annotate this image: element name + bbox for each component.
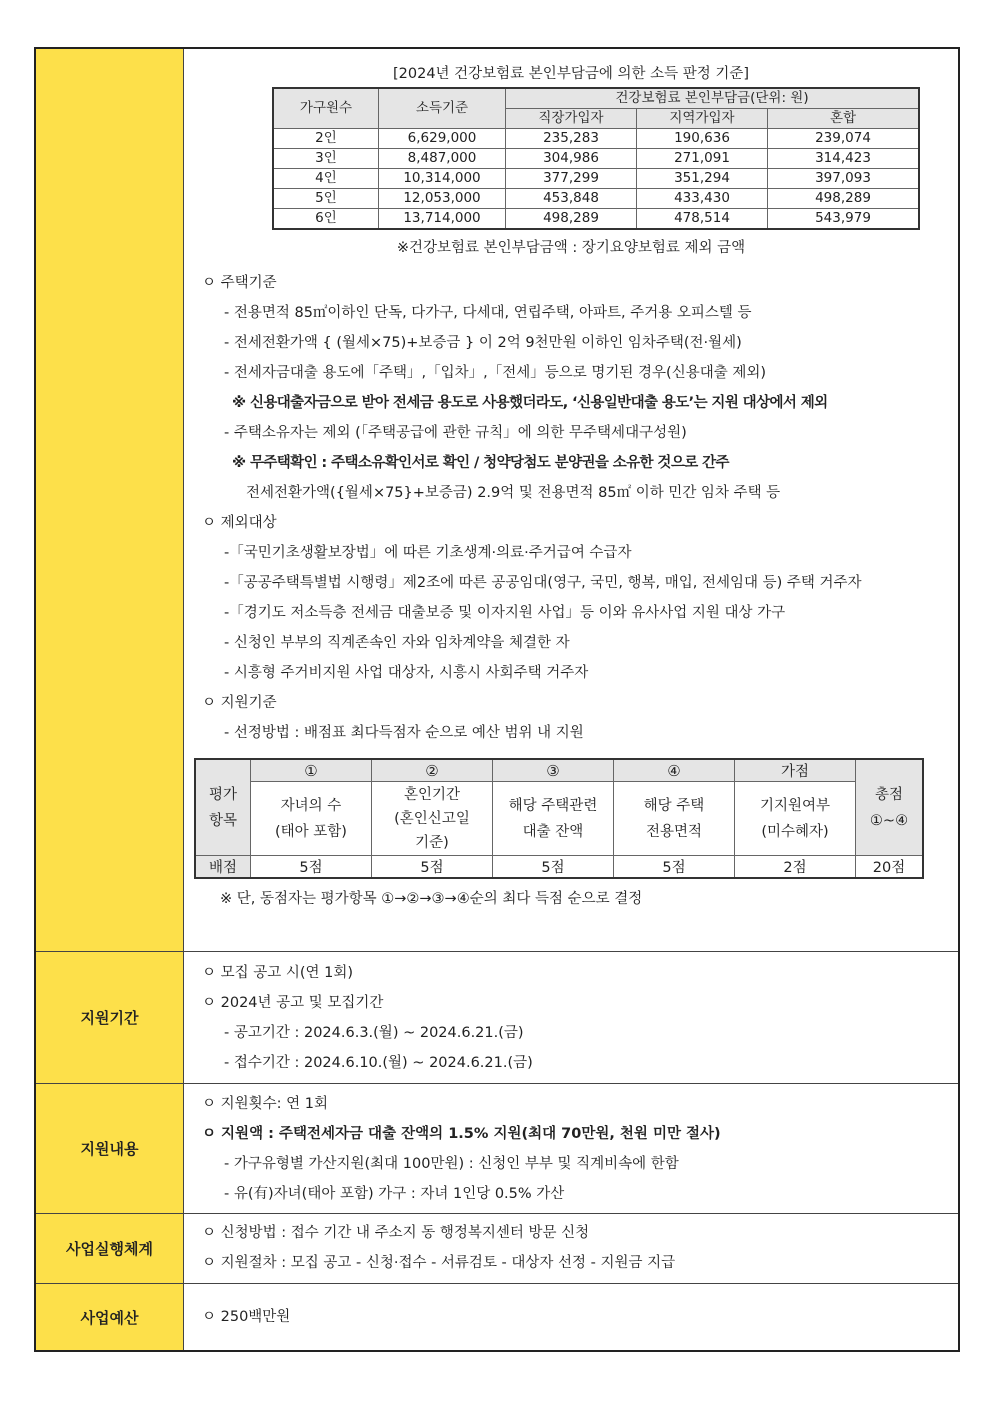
text-line: ㅇ 지원액 : 주택전세자금 대출 잔액의 1.5% 지원(최대 70만원, 천원 미만 절사): [202, 1126, 721, 1142]
cell-income: 6,629,000: [379, 129, 506, 149]
text-line: - 가구유형별 가산지원(최대 100만원) : 신청인 부부 및 직계비속에 한함: [224, 1156, 679, 1172]
cell-employee: 498,289: [506, 209, 637, 230]
income-table-row: [273, 149, 919, 169]
score-value: 5점: [251, 856, 372, 879]
score-item-prior-support: 기지원여부 (미수혜자): [735, 782, 856, 856]
text-line: ㅇ 지원절차 : 모집 공고 - 신청·접수 - 서류검토 - 대상자 선정 - 지원금 지급: [202, 1255, 676, 1271]
text-line: - 공고기간 : 2024.6.3.(월) ~ 2024.6.21.(금): [224, 1025, 524, 1041]
score-category-label: 평가 항목: [195, 759, 251, 856]
score-table: [194, 758, 924, 879]
text-line: ㅇ 신청방법 : 접수 기간 내 주소지 동 행정복지센터 방문 신청: [202, 1225, 590, 1241]
cell-income: 13,714,000: [379, 209, 506, 230]
text-line: -「공공주택특별법 시행령」제2조에 따른 공공임대(영구, 국민, 행복, 매입, 전세임대 등) 주택 거주자: [224, 575, 862, 591]
cell-mixed: 397,093: [768, 169, 920, 189]
cell-household: 6인: [273, 209, 379, 230]
text-line: - 신청인 부부의 직계존속인 자와 임차계약을 체결한 자: [224, 635, 570, 651]
cell-income: 8,487,000: [379, 149, 506, 169]
text-line: - 전용면적 85㎡이하인 단독, 다가구, 다세대, 연립주택, 아파트, 주거용 오피스텔 등: [224, 305, 752, 321]
text-line: ㅇ 모집 공고 시(연 1회): [202, 965, 354, 981]
section-label-empty: [36, 49, 184, 951]
section-label-budget: 사업예산: [36, 1284, 184, 1350]
cell-household: 2인: [273, 129, 379, 149]
score-bonus-label: 가점: [735, 759, 856, 782]
document-frame: [34, 47, 960, 1352]
text-line: - 전세자금대출 용도에「주택」,「입차」,「전세」등으로 명기된 경우(신용대출 제외): [224, 365, 767, 381]
cell-regional: 271,091: [637, 149, 768, 169]
cell-household: 3인: [273, 149, 379, 169]
income-table-row: [273, 189, 919, 209]
section-budget-content: [184, 1284, 958, 1350]
cell-employee: 377,299: [506, 169, 637, 189]
col-income: 소득기준: [379, 88, 506, 129]
cell-regional: 190,636: [637, 129, 768, 149]
score-value: 5점: [372, 856, 493, 879]
col-regional: 지역가입자: [637, 109, 768, 129]
cell-mixed: 239,074: [768, 129, 920, 149]
section-label-system: 사업실행체계: [36, 1214, 184, 1283]
text-line: - 접수기간 : 2024.6.10.(월) ~ 2024.6.21.(금): [224, 1055, 533, 1071]
score-num-4: ④: [614, 759, 735, 782]
text-line: ㅇ 지원횟수: 연 1회: [202, 1096, 328, 1112]
section-period: [36, 952, 958, 1084]
cell-household: 5인: [273, 189, 379, 209]
text-line: -「경기도 저소득층 전세금 대출보증 및 이자지원 사업」등 이와 유사사업 지원 대상 가구: [224, 605, 786, 621]
section-system-content: [184, 1214, 958, 1283]
text-line: 전세전환가액({월세×75}+보증금) 2.9억 및 전용면적 85㎡ 이하 민간 임차 주택 등: [246, 485, 781, 501]
cell-employee: 235,283: [506, 129, 637, 149]
text-line: -「국민기초생활보장법」에 따른 기초생계·의료·주거급여 수급자: [224, 545, 632, 561]
text-line: - 유(有)자녀(태아 포함) 가구 : 자녀 1인당 0.5% 가산: [224, 1186, 565, 1202]
text-line: ㅇ 250백만원: [202, 1309, 291, 1325]
text-line: - 전세전환가액 { (월세×75)+보증금 } 이 2억 9천만원 이하인 임차주택(전·월세): [224, 335, 742, 351]
cell-employee: 304,986: [506, 149, 637, 169]
cell-mixed: 314,423: [768, 149, 920, 169]
col-premium-group: 건강보험료 본인부담금(단위: 원): [506, 88, 920, 109]
section-support-content: [184, 1084, 958, 1213]
score-total-range: ①~④: [869, 812, 909, 829]
text-line: ㅇ 2024년 공고 및 모집기간: [202, 995, 384, 1011]
tie-note: ※ 단, 동점자는 평가항목 ①→②→③→④순의 최다 득점 순으로 결정: [220, 891, 643, 907]
score-value-total: 20점: [856, 856, 924, 879]
score-item-marriage: 혼인기간 (혼인신고일 기준): [372, 782, 493, 856]
score-num-3: ③: [493, 759, 614, 782]
cell-mixed: 498,289: [768, 189, 920, 209]
text-line: ㅇ 제외대상: [202, 515, 277, 531]
income-table: [272, 87, 920, 230]
score-total-header: [856, 759, 924, 856]
section-criteria-content: [184, 49, 958, 951]
score-value: 2점: [735, 856, 856, 879]
section-criteria: [36, 49, 958, 952]
cell-employee: 453,848: [506, 189, 637, 209]
section-label-period: 지원기간: [36, 952, 184, 1083]
score-total-label: 총점: [874, 786, 903, 803]
text-line: ㅇ 주택기준: [202, 275, 277, 291]
section-support: [36, 1084, 958, 1214]
income-table-row: [273, 169, 919, 189]
text-line: - 주택소유자는 제외 (「주택공급에 관한 규칙」에 의한 무주택세대구성원): [224, 425, 687, 441]
cell-income: 12,053,000: [379, 189, 506, 209]
score-value: 5점: [493, 856, 614, 879]
score-item-loan: 해당 주택관련 대출 잔액: [493, 782, 614, 856]
col-household: 가구원수: [273, 88, 379, 129]
score-item-area: 해당 주택 전용면적: [614, 782, 735, 856]
section-period-content: [184, 952, 958, 1083]
text-line: ※ 무주택확인 : 주택소유확인서로 확인 / 청약당첨도 분양권을 소유한 것으로 간주: [232, 455, 729, 471]
section-system: [36, 1214, 958, 1284]
score-value: 5점: [614, 856, 735, 879]
income-table-note: ※건강보험료 본인부담금액 : 장기요양보험료 제외 금액: [396, 240, 746, 256]
cell-regional: 433,430: [637, 189, 768, 209]
income-table-row: [273, 209, 919, 230]
cell-household: 4인: [273, 169, 379, 189]
text-line: - 선정방법 : 배점표 최다득점자 순으로 예산 범위 내 지원: [224, 725, 584, 741]
text-line: - 시흥형 주거비지원 사업 대상자, 시흥시 사회주택 거주자: [224, 665, 589, 681]
income-table-title: [2024년 건강보험료 본인부담금에 의한 소득 판정 기준]: [392, 66, 749, 82]
cell-regional: 478,514: [637, 209, 768, 230]
score-num-2: ②: [372, 759, 493, 782]
text-line: ※ 신용대출자금으로 받아 전세금 용도로 사용했더라도, ‘신용일반대출 용도’는 지원 대상에서 제외: [232, 395, 828, 411]
income-table-row: [273, 129, 919, 149]
score-num-1: ①: [251, 759, 372, 782]
section-budget: [36, 1284, 958, 1350]
cell-mixed: 543,979: [768, 209, 920, 230]
section-label-support: 지원내용: [36, 1084, 184, 1213]
col-mixed: 혼합: [768, 109, 920, 129]
text-line: ㅇ 지원기준: [202, 695, 277, 711]
score-label: 배점: [195, 856, 251, 879]
cell-regional: 351,294: [637, 169, 768, 189]
col-employee: 직장가입자: [506, 109, 637, 129]
score-item-children: 자녀의 수 (태아 포함): [251, 782, 372, 856]
cell-income: 10,314,000: [379, 169, 506, 189]
